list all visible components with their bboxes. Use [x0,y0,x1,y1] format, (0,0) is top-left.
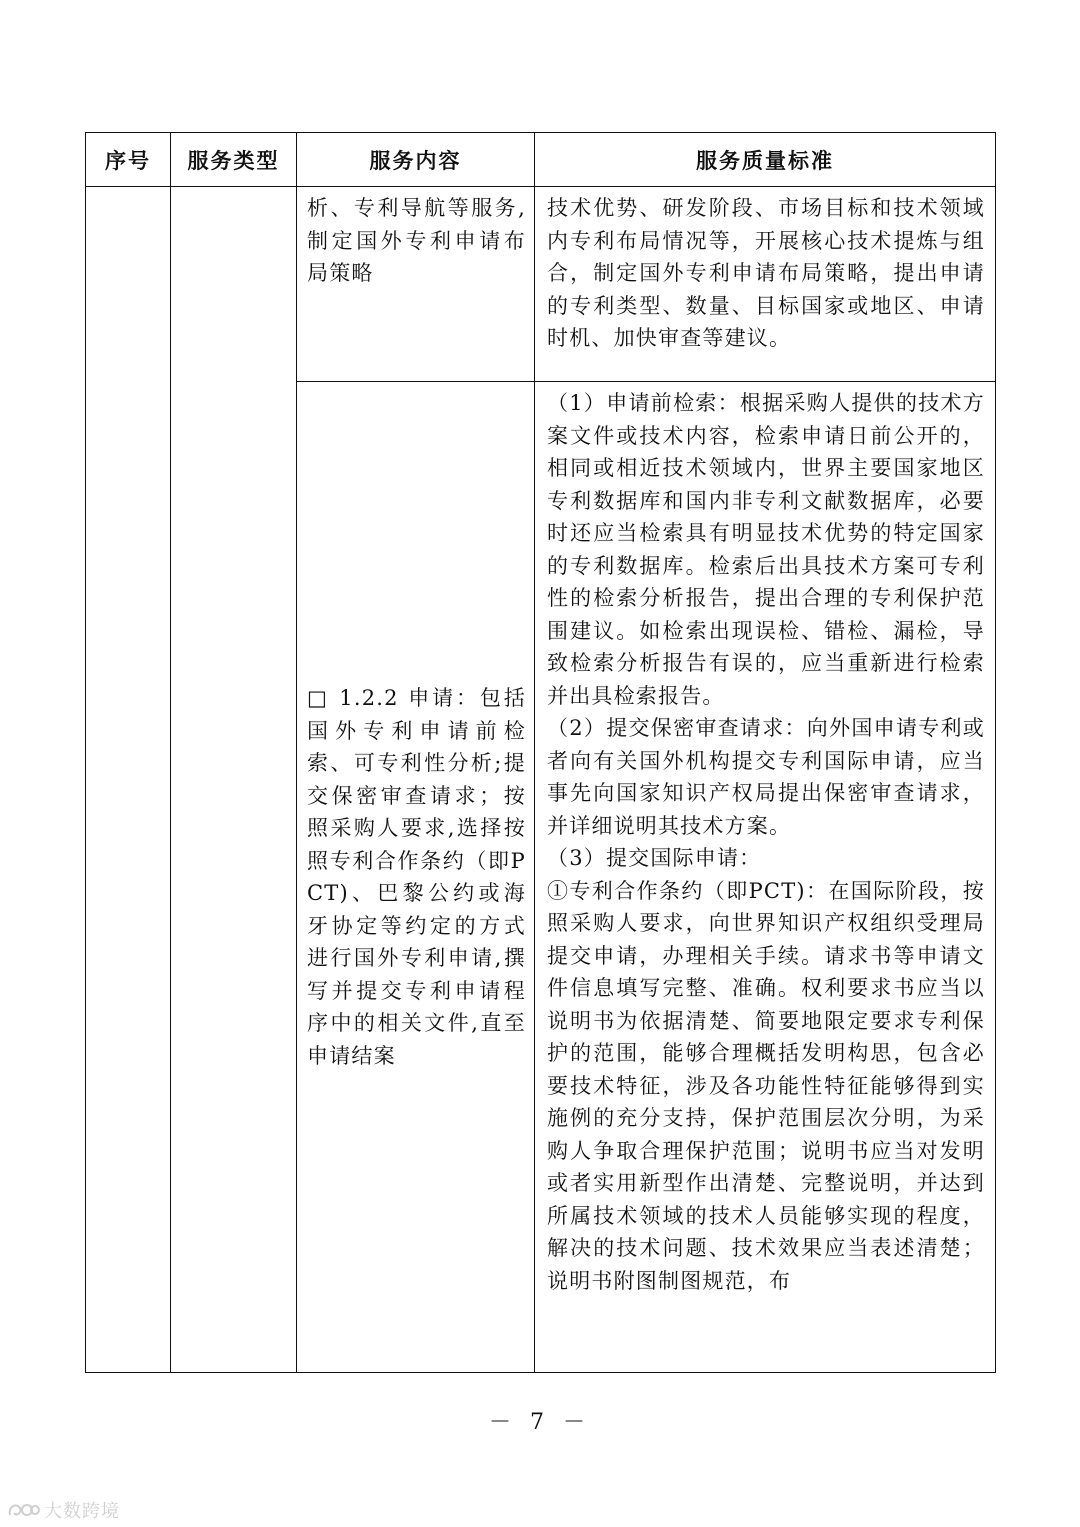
table-header-row [86,133,996,187]
quality-standard-text [535,382,995,1297]
header-serial-number: 序号 [86,133,171,187]
page-number: － 7 － [489,1410,591,1435]
table-row [86,187,996,382]
service-content-text: 析、专利导航等服务,制定国外专利申请布局策略 [307,196,526,285]
serial-number-cell [86,187,171,1373]
header-service-type: 服务类型 [171,133,297,187]
service-type-cell [171,187,297,1373]
quality-standard-cell [535,382,996,1373]
standard-paragraph-international-filing: （3）提交国际申请： [547,846,762,870]
service-content-cell [297,187,535,382]
quality-standard-text: 技术优势、研发阶段、市场目标和技术领域内专利布局情况等，开展核心技术提炼与组合，制定国外专利申请布局策略，提出申请的专利类型、数量、目标国家或地区、申请时机、加快审查等建议。 [547,196,985,350]
header-quality-standard: 服务质量标准 [535,133,996,187]
service-standard-table [85,132,996,1373]
standard-paragraph-confidentiality-review: （2）提交保密审查请求：向外国申请专利或者向有关国外机构提交专利国际申请，应当事先向国家知识产权局提出保密审查请求，并详细说明其技术方案。 [547,716,985,838]
service-content-cell [297,382,535,1373]
watermark-logo-icon [6,1499,40,1521]
watermark [6,1497,120,1523]
watermark-text: 大数跨境 [44,1501,120,1522]
quality-standard-cell [535,187,996,382]
header-service-content: 服务内容 [297,133,535,187]
standard-paragraph-pct: ①专利合作条约（即PCT)：在国际阶段，按照采购人要求，向世界知识产权组织受理局提交申请，办理相关手续。请求书等申请文件信息填写完整、准确。权利要求书应当以说明书为依据清楚、简要地限定要求专利保护的范围，能够合理概括发明构思，包含必要技术特征，涉及各功能性特征能够得到实施例的充分支持，保护范围层次分明，为采购人争取合理保护范围；说明书应当对发明或者实用新型作出清楚、完整说明，并达到所属技术领域的技术人员能够实现的程度，解决的技术问题、技术效果应当表述清楚；说明书附图制图规范，布 [547,878,985,1293]
service-content-text: □ 1.2.2 申请：包括国外专利申请前检索、可专利性分析;提交保密审查请求；按照采购人要求,选择按照专利合作条约（即PCT)、巴黎公约或海牙协定等约定的方式进行国外专利申请,撰写并提交专利申请程序中的相关文件,直至申请结案 [307,686,526,1068]
standard-paragraph-prefiling-search: （1）申请前检索：根据采购人提供的技术方案文件或技术内容，检索申请日前公开的，相同或相近技术领域内，世界主要国家地区专利数据库和国内非专利文献数据库，必要时还应当检索具有明显技术优势的特定国家的专利数据库。检索后出具技术方案可专利性的检索分析报告，提出合理的专利保护范围建议。如检索出现误检、错检、漏检，导致检索分析报告有误的，应当重新进行检索并出具检索报告。 [547,391,985,708]
